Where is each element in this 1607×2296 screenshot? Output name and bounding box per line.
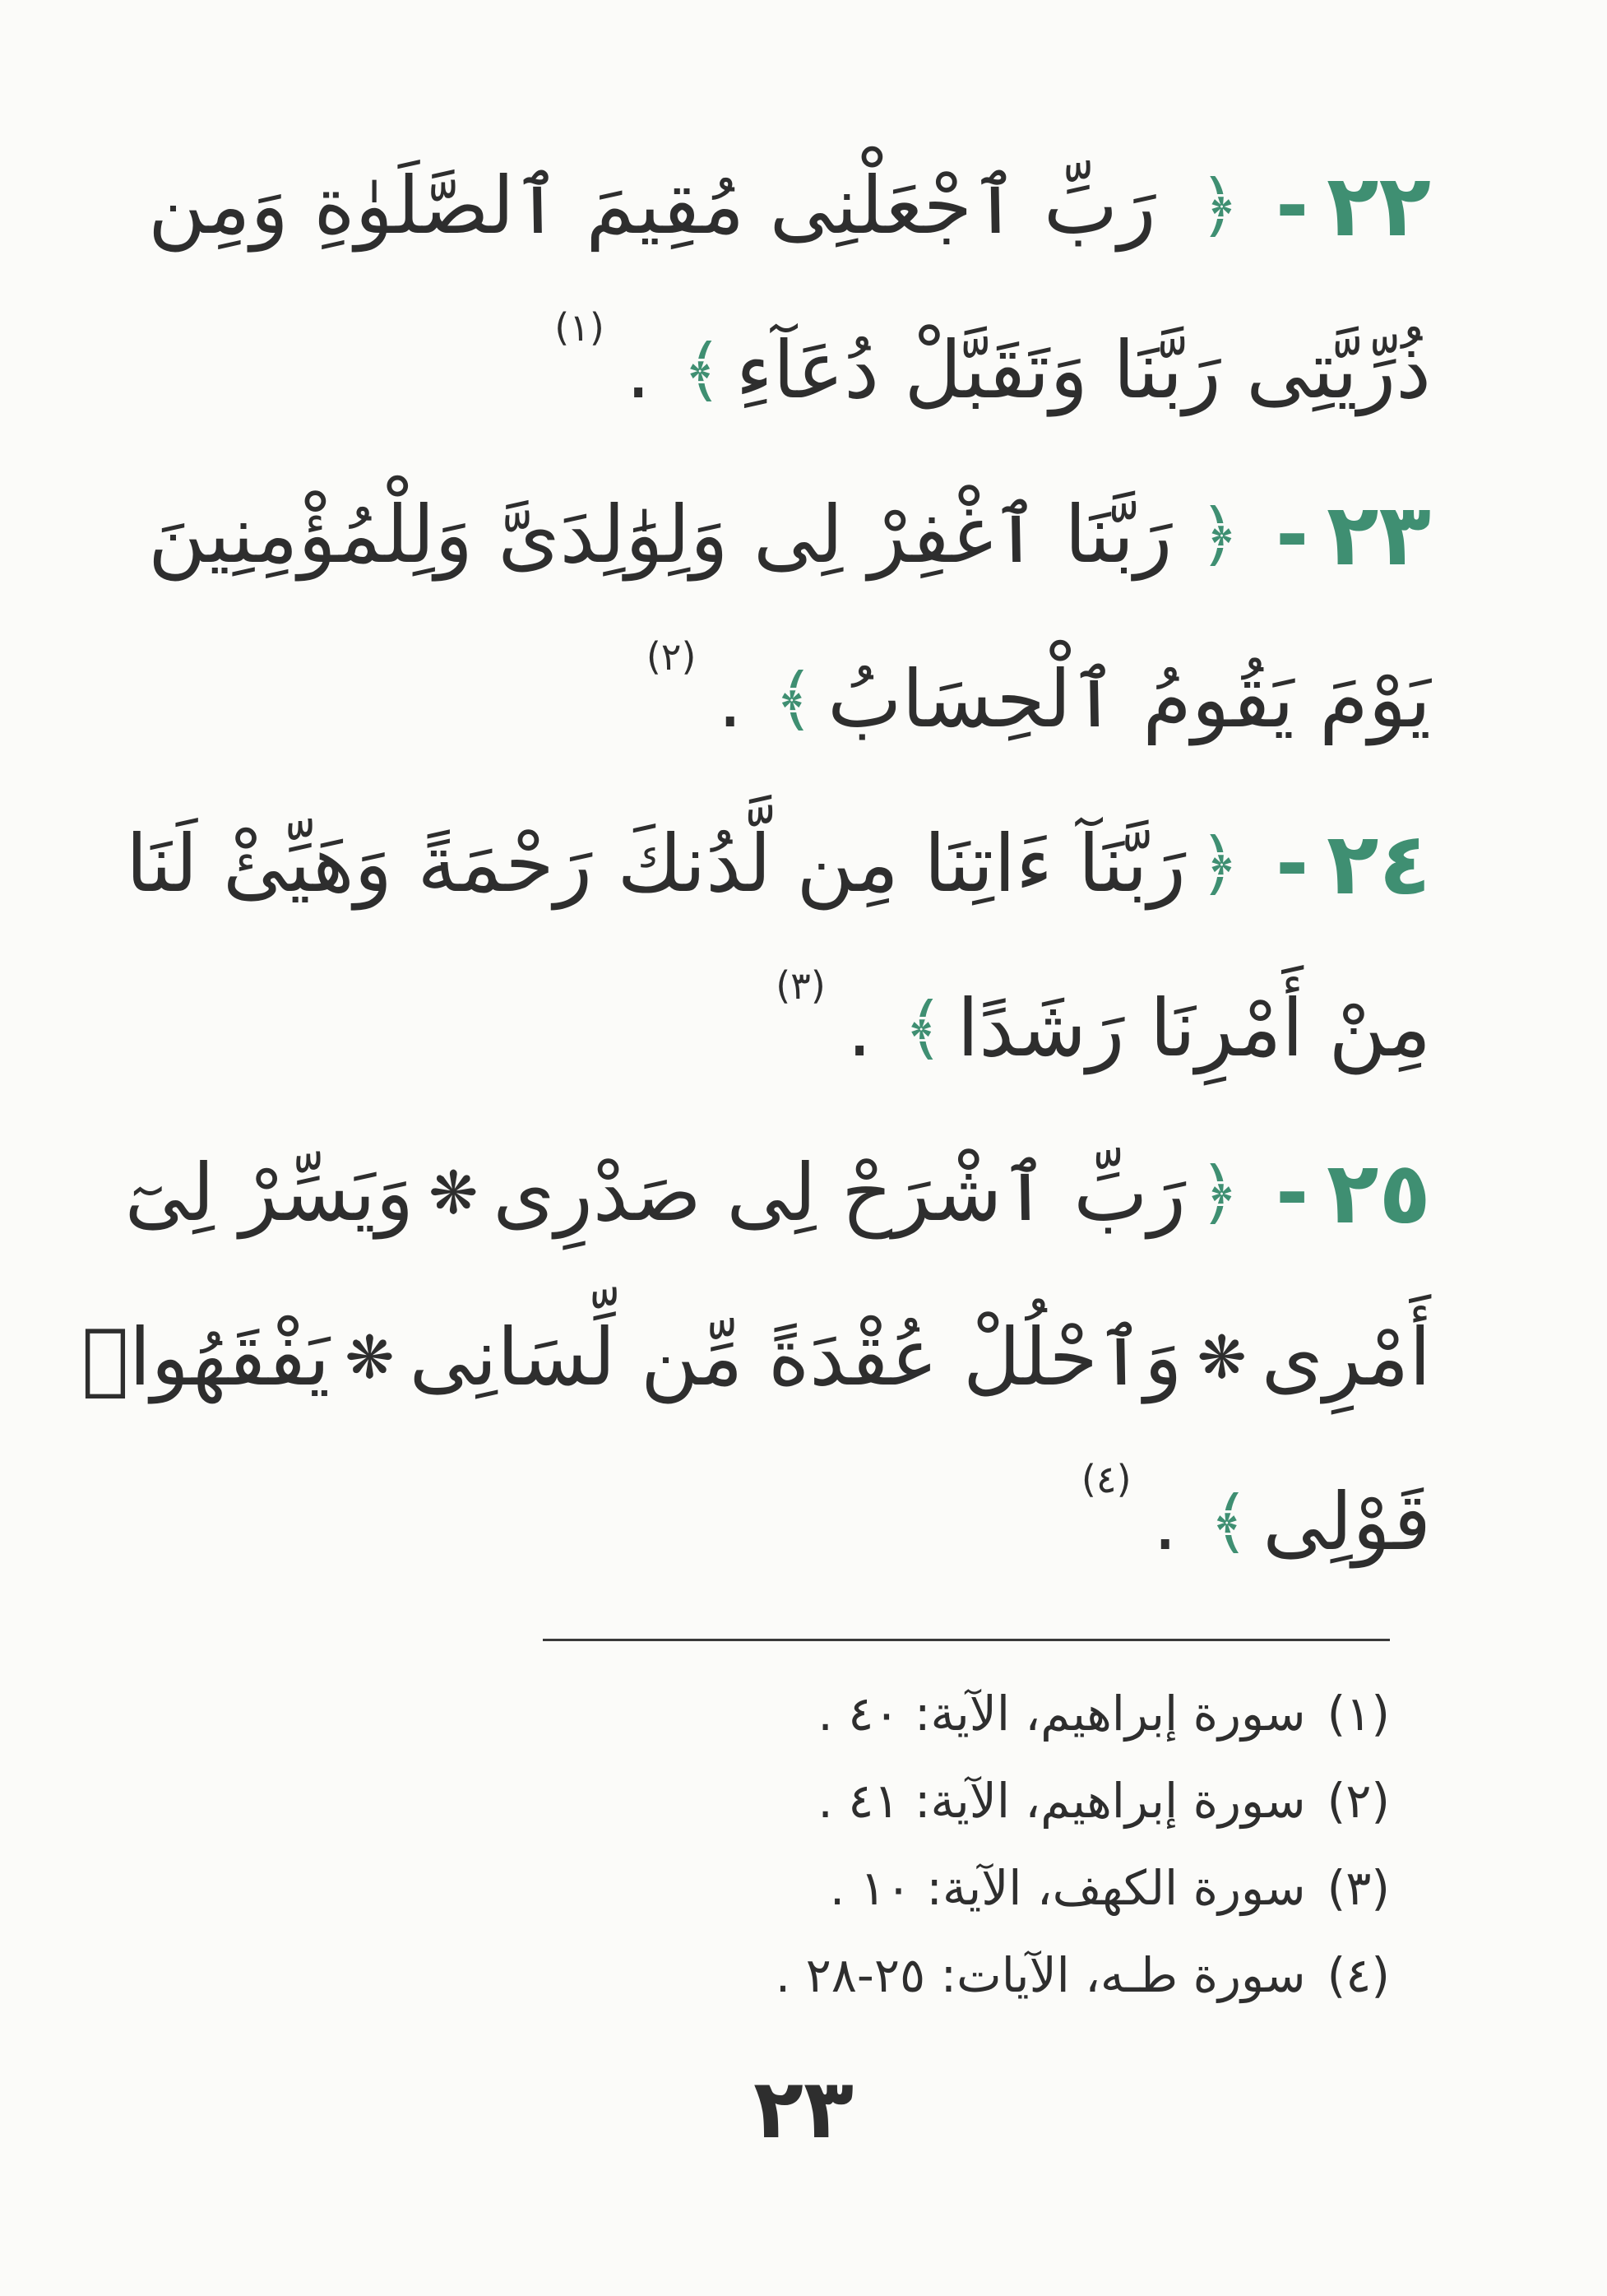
verse-dash: - — [1276, 818, 1309, 910]
verse-24-line-1 — [125, 782, 1431, 946]
footnote-text: سورة إبراهيم، الآية: ٤٠ . — [817, 1686, 1306, 1742]
footnote-item — [543, 1932, 1390, 2019]
footnote-number: (١) — [1327, 1686, 1390, 1742]
footnote-item — [543, 1670, 1390, 1757]
verses-section — [81, 123, 1431, 1604]
verse-23-line-2 — [148, 617, 1431, 782]
verse-25-line-2 — [81, 1275, 1431, 1440]
footnote-text: سورة طـه، الآيات: ٢٥-٢٨ . — [775, 1947, 1306, 2003]
star-separator-icon: ❋ — [428, 1158, 479, 1227]
verse-text: رَبَّنَا ٱغْفِرْ لِى وَلِوَٰلِدَىَّ وَلِلْمُؤْمِنِينَ — [148, 489, 1173, 581]
footnote-number: (٢) — [1327, 1773, 1390, 1829]
verse-text: مِنْ أَمْرِنَا رَشَدًا — [956, 982, 1431, 1074]
footnote-number: (٣) — [1327, 1860, 1390, 1916]
verse-dash: - — [1276, 160, 1309, 252]
footnote-ref: (٤) — [1081, 1457, 1132, 1501]
ornate-bracket-close-icon: ﴾ — [1209, 1482, 1250, 1562]
verse-number: ٢٤ — [1327, 814, 1431, 914]
footnotes-section — [543, 1670, 1390, 2019]
verse-25-line-3 — [148, 1440, 1431, 1604]
verse-period: . — [846, 982, 873, 1074]
verse-dash: - — [1276, 489, 1309, 581]
star-separator-icon: ❋ — [345, 1323, 395, 1392]
verse-number: ٢٣ — [1327, 485, 1431, 585]
ornate-bracket-open-icon: ﴿ — [1198, 823, 1240, 904]
verse-number: ٢٢ — [1327, 155, 1431, 256]
footnote-divider — [543, 1639, 1390, 1641]
verse-24-line-2 — [148, 946, 1431, 1111]
verse-text: ذُرِّيَّتِى رَبَّنَا وَتَقَبَّلْ دُعَآءِ — [735, 324, 1431, 416]
verse-22-line-2 — [148, 288, 1431, 452]
footnote-text: سورة إبراهيم، الآية: ٤١ . — [817, 1773, 1306, 1829]
ornate-bracket-open-icon: ﴿ — [1198, 494, 1240, 575]
verse-period: . — [625, 324, 651, 416]
footnote-ref: (٣) — [776, 963, 826, 1008]
verse-period: . — [717, 653, 743, 745]
verse-text: أَمْرِى — [1261, 1311, 1431, 1403]
verse-number: ٢٥ — [1327, 1143, 1431, 1243]
verse-25-line-1 — [124, 1111, 1431, 1275]
verse-text: رَبَّنَآ ءَاتِنَا مِن لَّدُنكَ رَحْمَةً وَهَيِّئْ لَنَا — [125, 818, 1186, 910]
verse-22-line-1 — [148, 123, 1431, 288]
verse-23-line-1 — [148, 452, 1431, 617]
page-number: ٢٣ — [753, 2061, 854, 2157]
ornate-bracket-open-icon: ﴿ — [1198, 1153, 1240, 1233]
ornate-bracket-open-icon: ﴿ — [1198, 165, 1240, 246]
ornate-bracket-close-icon: ﴾ — [903, 988, 944, 1069]
star-separator-icon: ❋ — [1197, 1323, 1247, 1392]
footnote-number: (٤) — [1327, 1947, 1390, 2003]
verse-text: قَوْلِى — [1262, 1476, 1431, 1568]
verse-period: . — [1152, 1476, 1179, 1568]
verse-text: رَبِّ ٱجْعَلْنِى مُقِيمَ ٱلصَّلَوٰةِ وَمِن — [148, 160, 1156, 252]
ornate-bracket-close-icon: ﴾ — [682, 330, 723, 410]
verse-text: وَيَسِّرْ لِىٓ — [124, 1147, 414, 1239]
footnote-item — [543, 1844, 1390, 1932]
footnote-ref: (٢) — [646, 634, 697, 679]
verse-dash: - — [1276, 1147, 1309, 1239]
verse-text: يَوْمَ يَقُومُ ٱلْحِسَابُ — [827, 653, 1431, 745]
footnote-text: سورة الكهف، الآية: ١٠ . — [829, 1860, 1306, 1916]
verse-text: رَبِّ ٱشْرَحْ لِى صَدْرِى — [493, 1147, 1186, 1239]
verse-text: وَٱحْلُلْ عُقْدَةً مِّن لِّسَانِى — [409, 1311, 1183, 1403]
footnote-ref: (١) — [554, 305, 604, 350]
footnote-item — [543, 1757, 1390, 1844]
ornate-bracket-close-icon: ﴾ — [773, 659, 815, 740]
verse-text: يَفْقَهُوا۟ — [81, 1311, 331, 1403]
